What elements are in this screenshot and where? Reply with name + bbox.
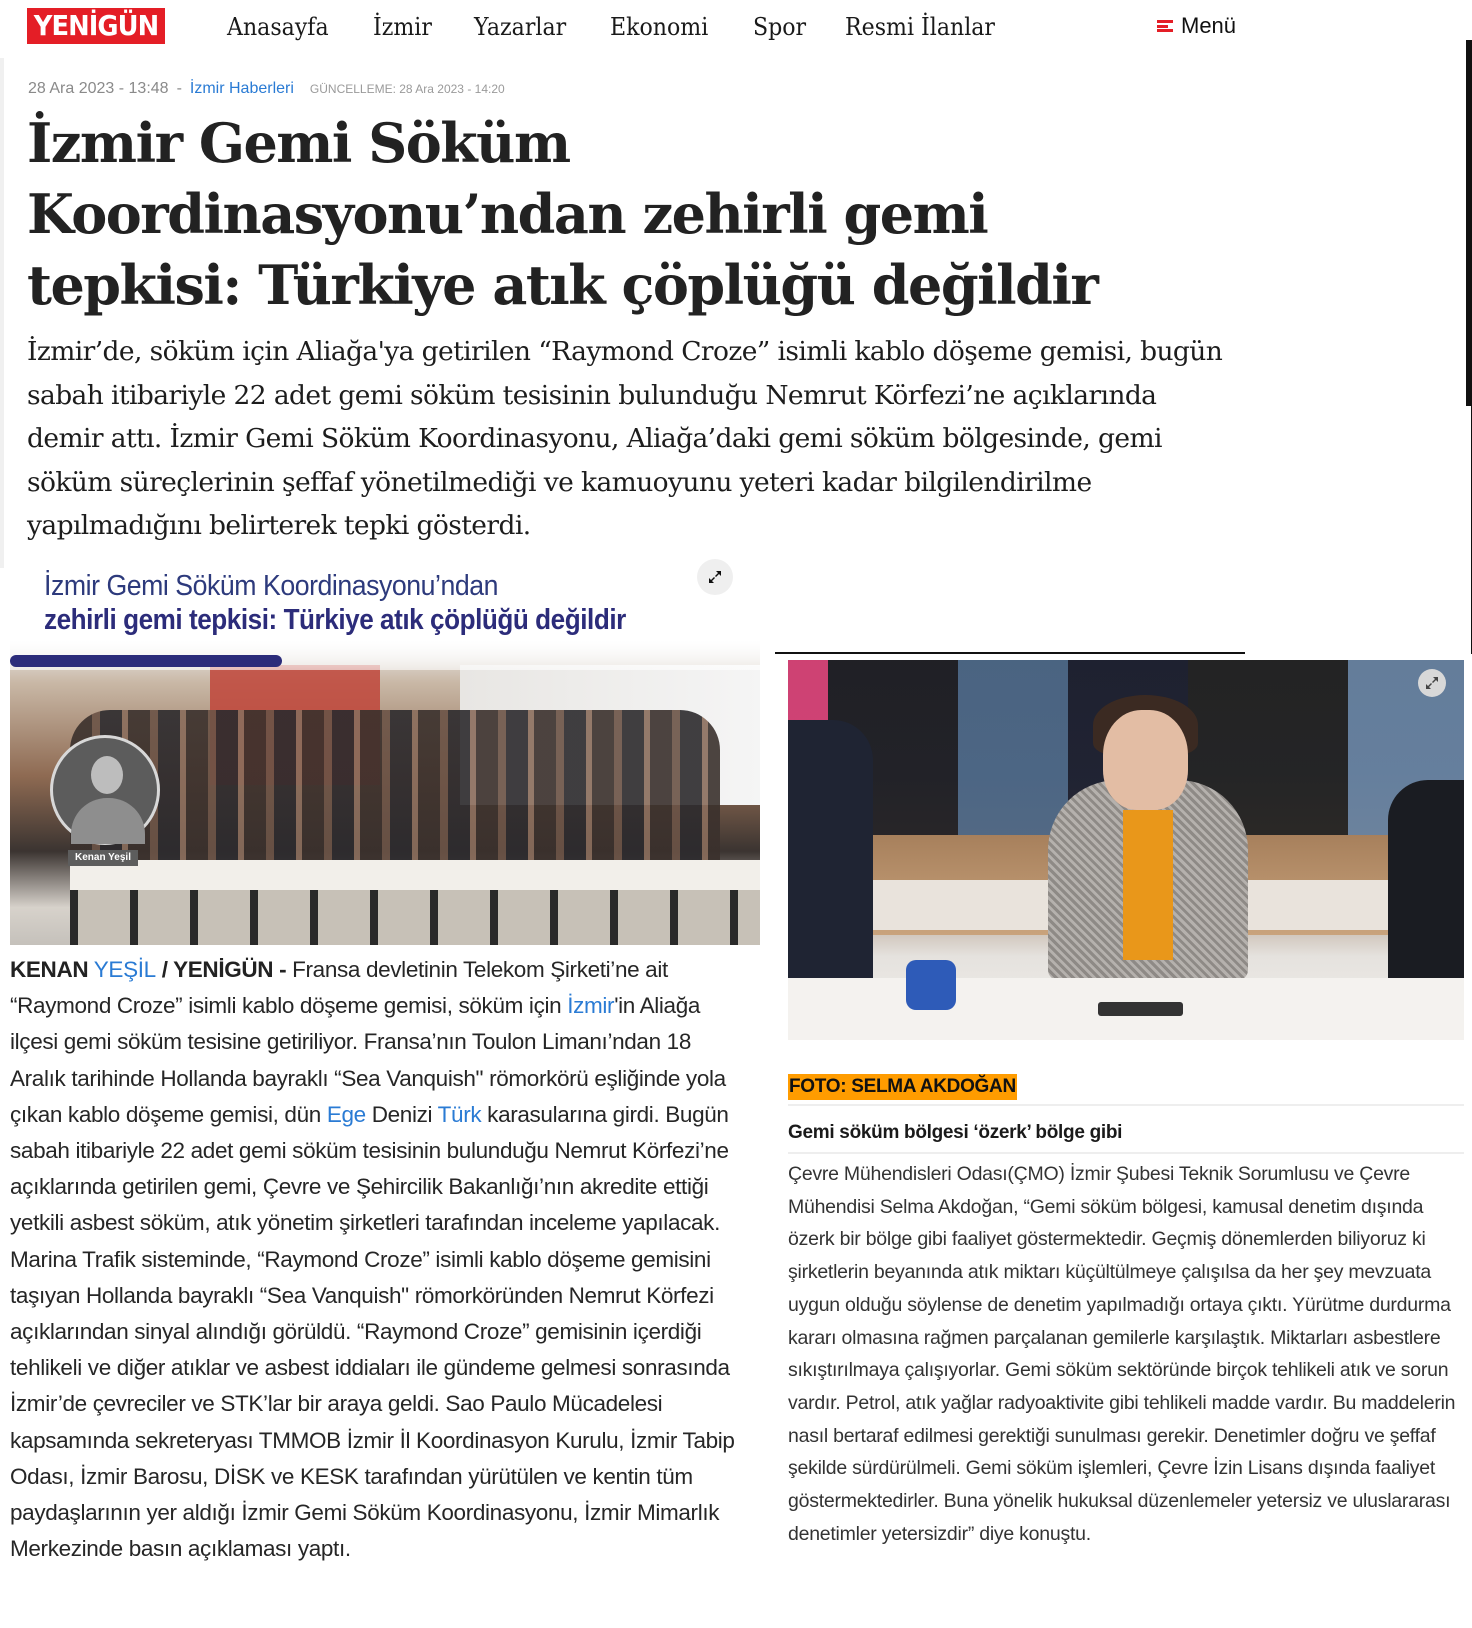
expand-photo-button[interactable]: [1418, 669, 1446, 697]
site-header: [0, 0, 1472, 56]
article-body-right: Çevre Mühendisleri Odası(ÇMO) İzmir Şubesi Teknik Sorumlusu ve Çevre Mühendisi Selma Akdoğan, “Gemi söküm bölgesi, kamusal denetim dışında özerk bir bölge gibi faaliyet göstermektedir. Geçmiş dönemlerden biliyoruz ki şirketlerin beyanında atık miktarı küçültülmeye çalışılsa da her şey mevzuata uygun olduğu söylense de denetim yapılmadığı ortaya çıktı. Yürütme durdurma kararı olmasına rağmen parçalanan gemilerle karşılaştık. Miktarları asbestlere sıkıştırılmaya çalışıyorlar. Gemi söküm sektöründe birçok tehlikeli atık ve sorun vardır. Petrol, atık yağlar radyoaktivite gibi tehlikeli madde vardır. Bu maddelerin nasıl bertaraf edilmesi gerektiği sunulması gerekir. Denetimler doğru ve şeffaf şekilde sürdürülmeli. Gemi söküm işlemleri, Çevre İzin Lisans dışında faaliyet göstermektedirler. Buna yönelik hukuksal düzenlemeler yetersiz ve uluslararası denetimler yetersizdir” diye konuştu.: [788, 1163, 1456, 1545]
nav-item-yazarlar[interactable]: Yazarlar: [474, 13, 567, 41]
site-logo[interactable]: YENİGÜN: [27, 8, 165, 44]
byline-source: / YENİGÜN -: [155, 957, 287, 982]
menu-label: Menü: [1181, 13, 1237, 38]
expand-icon: [1425, 676, 1439, 690]
speaker-shirt: [1123, 810, 1173, 960]
image-banner-line2: zehirli gemi tepkisi: Türkiye atık çöplüğü değildir: [44, 604, 626, 636]
tag-link-turk[interactable]: Türk: [437, 1101, 482, 1127]
nav-item-izmir[interactable]: İzmir: [373, 13, 432, 41]
body-text: 'in Aliağa ilçesi gemi söküm tesisine getiriliyor. Fransa’nın Toulon Limanı’ndan 18 Aralık tarihinde Hollanda bayraklı “Sea Vanquish" römorkörü eşliğinde yola çıkan kablo döşeme gemisi, dün: [10, 993, 726, 1127]
nav-item-resmi-ilanlar[interactable]: Resmi İlanlar: [845, 13, 995, 41]
section-divider: [775, 652, 1245, 654]
author-avatar: [50, 735, 160, 845]
tag-link-ege[interactable]: Ege: [326, 1101, 366, 1127]
nav-item-spor[interactable]: Spor: [753, 13, 807, 41]
nav-item-ekonomi[interactable]: Ekonomi: [610, 13, 709, 41]
image-table: [70, 860, 760, 890]
image-banner-bar: [10, 655, 282, 667]
image-banner-line1: İzmir Gemi Söküm Koordinasyonu’ndan: [44, 570, 498, 602]
publish-date: 28 Ara 2023 - 13:48: [28, 80, 169, 97]
group-photo-crowd: [70, 710, 720, 870]
image-banner: [10, 570, 760, 670]
nav-item-anasayfa[interactable]: Anasayfa: [227, 13, 329, 41]
expand-icon: [708, 570, 722, 584]
article-title: İzmir Gemi Söküm Koordinasyonu’ndan zehirli gemi tepkisi: Türkiye atık çöplüğü değildir: [27, 111, 1098, 317]
subheading-row: [788, 1120, 1464, 1154]
section-subheading: Gemi söküm bölgesi ‘özerk’ bölge gibi: [788, 1122, 1123, 1143]
author-badge-name: Kenan Yeşil: [68, 850, 138, 866]
category-link[interactable]: İzmir Haberleri: [189, 80, 294, 97]
byline-first-name: KENAN: [10, 957, 89, 982]
expand-image-button[interactable]: [697, 559, 733, 595]
left-divider: [0, 58, 4, 568]
updated-date: GÜNCELLEME: 28 Ara 2023 - 14:20: [309, 82, 505, 96]
speaker-photo[interactable]: [788, 660, 1464, 1040]
photo-caption: FOTO: SELMA AKDOĞAN: [788, 1074, 1017, 1100]
meta-separator: -: [176, 80, 182, 97]
menu-button[interactable]: [1157, 13, 1236, 39]
main-article-image[interactable]: [10, 570, 760, 945]
right-person: [1388, 780, 1464, 980]
press-microphone: [906, 960, 956, 1010]
article-body-left: [10, 952, 750, 1567]
body-text: Denizi: [365, 1101, 438, 1127]
hamburger-icon: [1157, 18, 1173, 34]
phone-on-desk: [1098, 1002, 1183, 1016]
scrollbar-thumb[interactable]: [1466, 40, 1472, 406]
body-text: Fransa devletinin Telekom Şirketi’ne ait “Raymond Croze” isimli kablo döşeme gemisi, söküm için: [10, 957, 668, 1019]
image-chairs: [70, 890, 760, 945]
tag-link-izmir[interactable]: İzmir: [567, 993, 615, 1019]
photo-caption-row: [788, 1074, 1464, 1106]
byline-last-name-link[interactable]: YEŞİL: [93, 957, 156, 982]
left-person: [788, 720, 873, 980]
article-meta: [28, 80, 505, 98]
speaker-head: [1103, 710, 1188, 810]
body-text: karasularına girdi. Bugün sabah itibariyle 22 adet gemi söküm tesisinin bulunduğu Nemrut Körfezi’ne açıklarında getirilen gemi, Çevre ve Şehircilik Bakanlığı’nın akredite ettiği yetkili asbest söküm, atık yönetim şirketleri tarafından inceleme yapılacak. Marina Trafik sisteminde, “Raymond Croze” isimli kablo döşeme gemisini taşıyan Hollanda bayraklı “Sea Vanquish" römorköründen Nemrut Körfezi açıklarından sinyal alındığı görüldü. “Raymond Croze” gemisinin içerdiği tehlikeli ve diğer atıklar ve asbest iddiaları ile gündeme gelmesi sonrasında İzmir’de çevreciler ve STK’lar bir araya geldi. Sao Paulo Mücadelesi kapsamında sekreteryası TMMOB İzmir İl Koordinasyon Kurulu, İzmir Tabip Odası, İzmir Barosu, DİSK ve KESK tarafından yürütülen ve kentin tüm paydaşlarının yer aldığı İzmir Gemi Söküm Koordinasyonu, İzmir Mimarlık Merkezinde basın açıklaması yaptı.: [10, 1101, 735, 1562]
article-lead: İzmir’de, söküm için Aliağa'ya getirilen “Raymond Croze” isimli kablo döşeme gemisi, bugün sabah itibariyle 22 adet gemi söküm tesisinin bulunduğu Nemrut Körfezi’ne açıklarında demir attı. İzmir Gemi Söküm Koordinasyonu, Aliağa’daki gemi söküm bölgesinde, gemi söküm süreçlerinin şeffaf yönetilmediği ve kamuoyunu yeteri kadar bilgilendirilme yapılmadığını belirterek tepki gösterdi.: [27, 336, 1223, 541]
